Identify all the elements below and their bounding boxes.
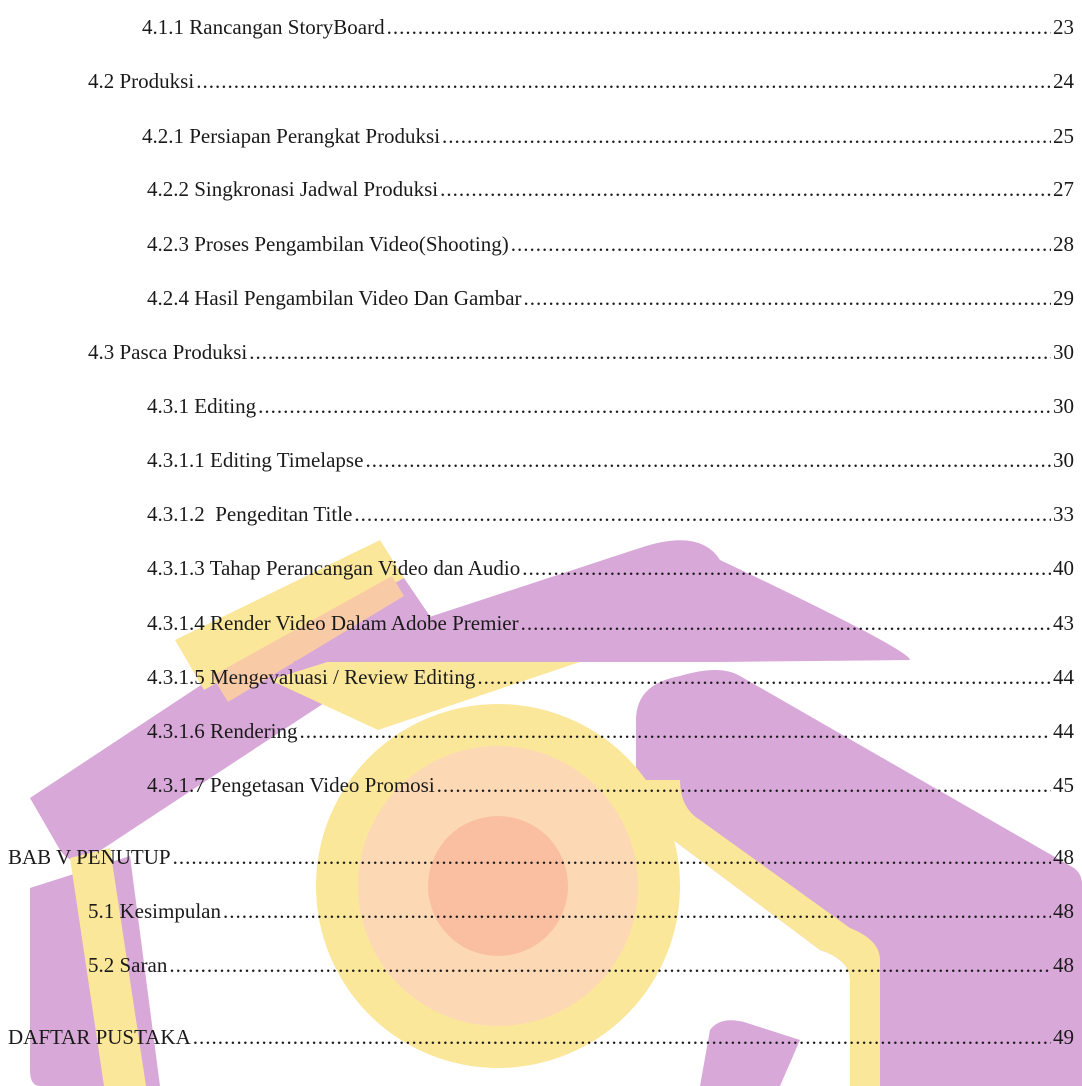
toc-leader-dots bbox=[193, 1022, 1051, 1052]
toc-leader-dots bbox=[477, 662, 1051, 692]
toc-leader-dots bbox=[258, 391, 1051, 421]
toc-page-number: 23 bbox=[1053, 15, 1074, 39]
toc-page-number: 24 bbox=[1053, 69, 1074, 93]
toc-leader-dots bbox=[440, 174, 1051, 204]
toc-entry-label: 4.3.1 Editing bbox=[147, 394, 257, 418]
toc-page-number: 29 bbox=[1053, 286, 1074, 310]
toc-entry-label: 4.1.1 Rancangan StoryBoard bbox=[142, 15, 385, 39]
toc-page-number: 30 bbox=[1053, 394, 1074, 418]
toc-entry-label: 4.3.1.4 Render Video Dalam Adobe Premier bbox=[147, 611, 519, 635]
toc-leader-dots bbox=[511, 229, 1051, 259]
toc-entry bbox=[147, 499, 1074, 529]
toc-entry bbox=[88, 337, 1074, 367]
toc-page-number: 48 bbox=[1053, 899, 1074, 923]
toc-entry bbox=[147, 174, 1074, 204]
toc-leader-dots bbox=[196, 66, 1051, 96]
toc-page-number: 30 bbox=[1053, 448, 1074, 472]
toc-entry-label: 4.3.1.2 Pengeditan Title bbox=[147, 502, 353, 526]
toc-page-number: 49 bbox=[1053, 1025, 1074, 1049]
toc-entry-label: 4.2.2 Singkronasi Jadwal Produksi bbox=[147, 177, 439, 201]
toc-leader-dots bbox=[437, 770, 1051, 800]
toc-page-number: 27 bbox=[1053, 177, 1074, 201]
toc-leader-dots bbox=[442, 121, 1051, 151]
toc-leader-dots bbox=[249, 337, 1051, 367]
toc-leader-dots bbox=[223, 896, 1051, 926]
toc-entry bbox=[88, 896, 1074, 926]
toc-page-number: 30 bbox=[1053, 340, 1074, 364]
toc-entry-label: BAB V PENUTUP bbox=[8, 845, 171, 869]
toc-leader-dots bbox=[299, 716, 1051, 746]
toc-leader-dots bbox=[354, 499, 1051, 529]
toc-entry-label: 4.3.1.5 Mengevaluasi / Review Editing bbox=[147, 665, 476, 689]
toc-entry-label: 4.3.1.1 Editing Timelapse bbox=[147, 448, 364, 472]
toc-entry bbox=[147, 283, 1074, 313]
toc-entry bbox=[147, 229, 1074, 259]
toc-entry-label: 4.3.1.7 Pengetasan Video Promosi bbox=[147, 773, 435, 797]
toc-entry bbox=[88, 950, 1074, 980]
toc-entry bbox=[147, 445, 1074, 475]
toc-entry bbox=[147, 770, 1074, 800]
toc-entry bbox=[142, 121, 1074, 151]
toc-entry bbox=[8, 1022, 1074, 1052]
toc-entry-label: 4.2.4 Hasil Pengambilan Video Dan Gambar bbox=[147, 286, 522, 310]
toc-page-number: 25 bbox=[1053, 124, 1074, 148]
toc-entry bbox=[147, 553, 1074, 583]
toc-entry bbox=[142, 12, 1074, 42]
toc-entry bbox=[147, 608, 1074, 638]
toc-page-number: 48 bbox=[1053, 845, 1074, 869]
toc-leader-dots bbox=[173, 842, 1051, 872]
toc-entry-label: 5.1 Kesimpulan bbox=[88, 899, 221, 923]
toc-entry-label: 4.2.3 Proses Pengambilan Video(Shooting) bbox=[147, 232, 509, 256]
toc-page-number: 44 bbox=[1053, 719, 1074, 743]
toc-entry bbox=[147, 716, 1074, 746]
toc-page-number: 40 bbox=[1053, 556, 1074, 580]
toc-entry bbox=[147, 662, 1074, 692]
toc-entry bbox=[88, 66, 1074, 96]
toc-page-number: 43 bbox=[1053, 611, 1074, 635]
toc-entry-label: 5.2 Saran bbox=[88, 953, 168, 977]
toc-leader-dots bbox=[365, 445, 1051, 475]
toc-entry-label: 4.2 Produksi bbox=[88, 69, 195, 93]
toc-entry-label: 4.3.1.6 Rendering bbox=[147, 719, 298, 743]
toc-entry bbox=[8, 842, 1074, 872]
toc-page-number: 44 bbox=[1053, 665, 1074, 689]
toc-entry bbox=[147, 391, 1074, 421]
toc-entry-label: 4.3.1.3 Tahap Perancangan Video dan Audio bbox=[147, 556, 521, 580]
toc-leader-dots bbox=[169, 950, 1051, 980]
toc-page-number: 48 bbox=[1053, 953, 1074, 977]
toc-entry-label: 4.3 Pasca Produksi bbox=[88, 340, 248, 364]
toc-leader-dots bbox=[521, 608, 1051, 638]
toc-leader-dots bbox=[387, 12, 1051, 42]
toc-entry-label: DAFTAR PUSTAKA bbox=[8, 1025, 191, 1049]
toc-leader-dots bbox=[524, 283, 1051, 313]
toc-entry-label: 4.2.1 Persiapan Perangkat Produksi bbox=[142, 124, 441, 148]
toc-leader-dots bbox=[522, 553, 1051, 583]
toc-page-number: 28 bbox=[1053, 232, 1074, 256]
toc-page-number: 45 bbox=[1053, 773, 1074, 797]
toc-page-number: 33 bbox=[1053, 502, 1074, 526]
